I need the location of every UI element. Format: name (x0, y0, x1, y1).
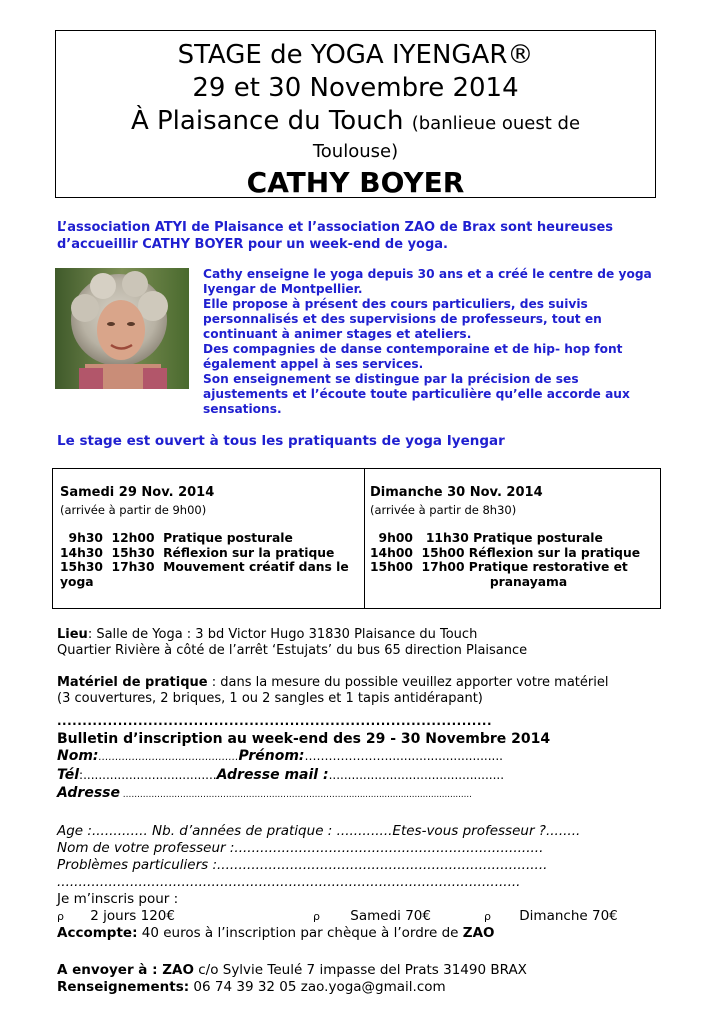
schedule-slot: pranayama (370, 574, 568, 589)
name-field[interactable]: …………………………………… (98, 752, 239, 763)
schedule-slot: 9h00 11h30 Pratique posturale (370, 531, 603, 545)
phone-field[interactable]: :................................... (79, 768, 217, 782)
checkbox-icon[interactable]: ρ (313, 910, 320, 923)
schedule-table (52, 468, 661, 609)
bio-line: Cathy enseigne le yoga depuis 30 ans et a créé le centre de yoga (203, 267, 652, 281)
venue-line (57, 627, 477, 643)
option-saturday[interactable] (313, 908, 431, 925)
schedule-slot: 14h30 15h30 Réflexion sur la pratique (60, 545, 335, 560)
name-line (57, 748, 503, 766)
title-line-1: STAGE de YOGA IYENGAR® (177, 40, 534, 70)
schedule-slot: 9h30 12h00 Pratique posturale (60, 531, 293, 545)
age-line[interactable]: Age :............. Nb. d’années de pratique : .............Etes-vous professeur ?........ (57, 823, 581, 839)
info-label: Renseignements: (57, 979, 190, 995)
extra-dots-line[interactable]: ............................................................................................................ (57, 874, 521, 890)
problems-line[interactable]: Problèmes particuliers :............................................................................. (57, 857, 548, 873)
bio-line: personnalisés et des supervisions de professeurs, tout en (203, 312, 602, 326)
title-location-main: À Plaisance du Touch (130, 106, 404, 136)
schedule-slot: 15h30 17h30 Mouvement créatif dans le (60, 560, 349, 574)
address-line (57, 785, 472, 803)
bio-line: continuant à animer stages et ateliers. (203, 327, 472, 341)
schedule-divider (364, 469, 365, 608)
equipment-line (57, 675, 608, 691)
schedule-slot: 15h00 17h00 Pratique restorative et (370, 560, 628, 574)
teacher-line[interactable]: Nom de votre professeur :........................................................................ (57, 840, 544, 856)
checkbox-icon[interactable]: ρ (57, 910, 64, 923)
registration-title: Bulletin d’inscription au week-end des 29 - 30 Novembre 2014 (57, 731, 551, 747)
bio-line: sensations. (203, 402, 282, 416)
email-label: Adresse mail : (216, 767, 329, 783)
email-field[interactable]: .............................................. (328, 768, 505, 782)
first-name-label: Prénom: (238, 748, 305, 764)
phone-label: Tél (57, 767, 80, 783)
checkbox-icon[interactable]: ρ (484, 910, 491, 923)
equipment-label: Matériel de pratique (57, 675, 208, 690)
intro-line-2: d’accueillir CATHY BOYER pour un week-end de yoga. (57, 237, 448, 252)
title-location-cont: Toulouse) (312, 141, 399, 162)
venue-text: : Salle de Yoga : 3 bd Victor Hugo 31830 Plaisance du Touch (87, 627, 478, 642)
schedule-sunday (370, 486, 640, 589)
intro-line-1: L’association ATYI de Plaisance et l’association ZAO de Brax sont heureuses (57, 220, 614, 235)
deposit-payee: ZAO (462, 925, 495, 941)
phone-email-line (57, 767, 504, 783)
day-heading: Dimanche 30 Nov. 2014 (370, 485, 543, 500)
option-sunday-label: Dimanche 70€ (519, 908, 618, 924)
bio-line: également appel à ses services. (203, 357, 424, 371)
teacher-bio (203, 267, 653, 417)
title-box (55, 30, 656, 198)
title-dates: 29 et 30 Novembre 2014 (192, 73, 519, 103)
bio-line: Des compagnies de danse contemporaine et de hip- hop font (203, 342, 623, 356)
bio-line: Elle propose à présent des cours particuliers, des suivis (203, 297, 588, 311)
equipment-text: : dans la mesure du possible veuillez apporter votre matériel (207, 675, 609, 690)
day-heading: Samedi 29 Nov. 2014 (60, 485, 215, 500)
bio-line: Son enseignement se distingue par la précision de ses (203, 372, 579, 386)
title-location-small: (banlieue ouest de (411, 113, 581, 134)
venue-line-2: Quartier Rivière à côté de l’arrêt ‘Estujats’ du bus 65 direction Plaisance (57, 643, 528, 658)
option-saturday-label: Samedi 70€ (350, 908, 431, 924)
teacher-photo (55, 268, 189, 389)
option-two-days[interactable] (57, 908, 175, 925)
send-to-label: A envoyer à : ZAO (57, 962, 194, 978)
address-label: Adresse (57, 785, 120, 801)
bio-line: Iyengar de Montpellier. (203, 282, 363, 296)
register-for: Je m’inscris pour : (57, 891, 179, 907)
option-sunday[interactable] (484, 908, 618, 925)
intro-text (57, 219, 657, 253)
arrival-time: (arrivée à partir de 8h30) (370, 502, 517, 517)
send-to-address: c/o Sylvie Teulé 7 impasse del Prats 31490 BRAX (193, 962, 527, 978)
schedule-slot: 14h00 15h00 Réflexion sur la pratique (370, 545, 641, 560)
venue-label: Lieu (57, 627, 88, 642)
info-line (57, 979, 446, 995)
deposit-line (57, 925, 495, 941)
bio-line: ajustements et l’écoute toute particulière qu’elle accorde aux (203, 387, 630, 401)
schedule-saturday (60, 486, 349, 589)
cut-line: ...................................................................................... (57, 714, 493, 728)
deposit-label: Accompte: (57, 925, 138, 941)
option-two-days-label: 2 jours 120€ (90, 908, 175, 924)
arrival-time: (arrivée à partir de 9h00) (60, 502, 207, 517)
title-location (56, 105, 655, 140)
send-to-line (57, 962, 527, 978)
first-name-field[interactable]: ………………….............................. (304, 749, 503, 763)
deposit-text: 40 euros à l’inscription par chèque à l’ordre de (137, 925, 463, 941)
teacher-name: CATHY BOYER (246, 166, 465, 199)
info-contact[interactable]: 06 74 39 32 05 zao.yoga@gmail.com (189, 979, 446, 995)
schedule-slot: yoga (60, 574, 94, 589)
open-to-all-text: Le stage est ouvert à tous les pratiquants de yoga Iyengar (57, 433, 505, 449)
name-label: Nom: (57, 748, 99, 764)
equipment-line-2: (3 couvertures, 2 briques, 1 ou 2 sangles et 1 tapis antidérapant) (57, 691, 483, 706)
address-field[interactable]: …………………………………………………………………….............................................. (120, 790, 472, 800)
